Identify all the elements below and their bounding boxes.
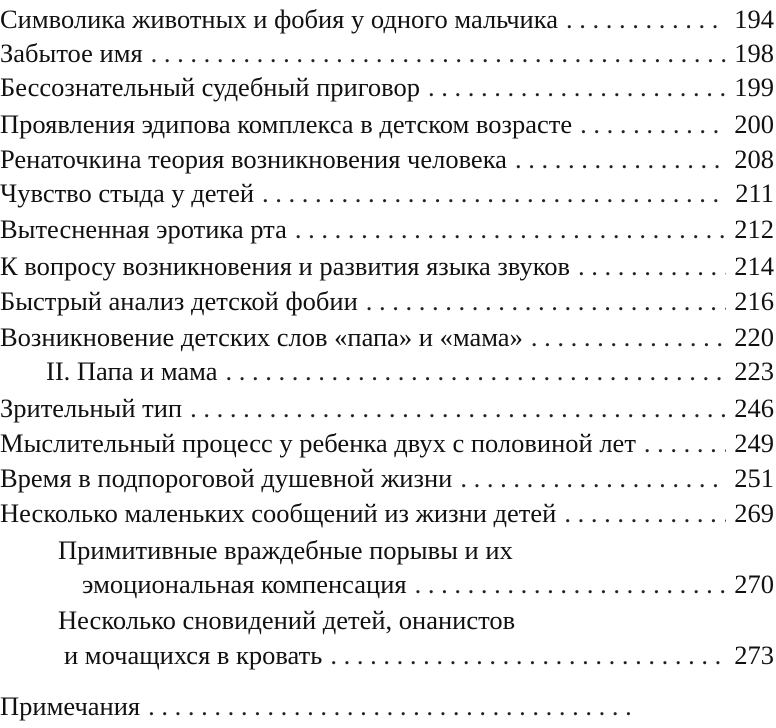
toc-subentry-line1: Примитивные враждебные порывы и их — [58, 535, 513, 565]
dot-leader — [572, 107, 726, 141]
toc-entry-title: Символика животных и фобия у одного мальчика — [0, 4, 558, 34]
dot-leader — [556, 496, 726, 530]
dot-leader — [523, 320, 726, 354]
toc-entry — [0, 461, 776, 495]
toc-entry-title: Время в подпороговой душевной жизни — [0, 463, 453, 493]
dot-leader — [143, 36, 726, 70]
dot-leader — [558, 2, 726, 36]
toc-entry-title: Несколько маленьких сообщений из жизни детей — [0, 498, 557, 528]
toc-entry-page: 194 — [734, 4, 774, 34]
toc-subentry-page: 270 — [734, 569, 774, 599]
toc-entry-title: Примечания — [0, 691, 141, 721]
dot-leader — [570, 249, 726, 283]
toc-entry-page: 249 — [734, 428, 774, 458]
toc-entry-title: Проявления эдипова комплекса в детском возрасте — [0, 109, 573, 139]
dot-leader — [407, 567, 726, 601]
dot-leader — [358, 284, 726, 318]
toc-entry-page: 200 — [734, 109, 774, 139]
toc-entry — [0, 391, 776, 425]
dot-leader — [254, 176, 726, 210]
toc-entry-page: 198 — [734, 38, 774, 68]
toc-entry-title: Ренаточкина теория возникновения человека — [0, 144, 507, 174]
toc-entry-page: 220 — [734, 322, 774, 352]
toc-entry-page: 246 — [734, 393, 774, 423]
toc-entry-page: 214 — [734, 251, 774, 281]
toc-entry-title: Быстрый анализ детской фобии — [0, 286, 358, 316]
dot-leader — [452, 461, 726, 495]
toc-subentry-title: и мочащихся в кровать — [64, 640, 323, 670]
toc-entry — [0, 36, 776, 70]
toc-entry-page: 199 — [734, 72, 774, 102]
toc-entry-title: Возникновение детских слов «папа» и «мама» — [0, 322, 523, 352]
toc-entry-page: 216 — [734, 286, 774, 316]
dot-leader — [287, 212, 726, 246]
toc-entry — [0, 249, 776, 283]
dot-leader — [218, 354, 726, 388]
dot-leader — [636, 426, 726, 460]
toc-entry — [0, 176, 776, 210]
toc-subentry-title: эмоциональная компенсация — [82, 569, 407, 599]
toc-entry — [0, 354, 776, 388]
toc-entry-title: II. Папа и мама — [46, 356, 218, 386]
dot-leader — [140, 689, 636, 723]
toc-entry-page: 251 — [734, 463, 774, 493]
toc-subentry-page: 273 — [734, 640, 774, 670]
toc-entry-title: Мыслительный процесс у ребенка двух с половиной лет — [0, 428, 636, 458]
toc-entry-page: 223 — [734, 356, 774, 386]
toc-entry-page: 208 — [734, 144, 774, 174]
toc-entry-title: Чувство стыда у детей — [0, 178, 255, 208]
toc-entry-page: 212 — [734, 214, 774, 244]
toc-entry — [0, 496, 776, 530]
toc-entry-page: 211 — [735, 178, 774, 208]
dot-leader — [322, 638, 726, 672]
toc-entry — [0, 70, 776, 104]
toc-subentry — [0, 638, 776, 672]
toc-entry-title: К вопросу возникновения и развития языка звуков — [0, 251, 571, 281]
toc-subentry — [0, 567, 776, 601]
toc-entry — [0, 2, 776, 36]
toc-entry-title: Забытое имя — [0, 38, 143, 68]
toc-entry-title: Вытесненная эротика рта — [0, 214, 287, 244]
toc-entry — [0, 426, 776, 460]
toc-entry — [0, 107, 776, 141]
toc-entry-notes — [0, 689, 636, 723]
toc-entry — [0, 212, 776, 246]
toc-entry — [0, 284, 776, 318]
dot-leader — [182, 391, 726, 425]
dot-leader — [507, 142, 726, 176]
dot-leader — [420, 70, 726, 104]
toc-subentry-line1: Несколько сновидений детей, онанистов — [58, 605, 516, 635]
toc-entry-title: Зрительный тип — [0, 393, 183, 423]
toc-entry-page: 269 — [734, 498, 774, 528]
toc-entry-title: Бессознательный судебный приговор — [0, 72, 421, 102]
toc-entry — [0, 142, 776, 176]
toc-entry — [0, 320, 776, 354]
